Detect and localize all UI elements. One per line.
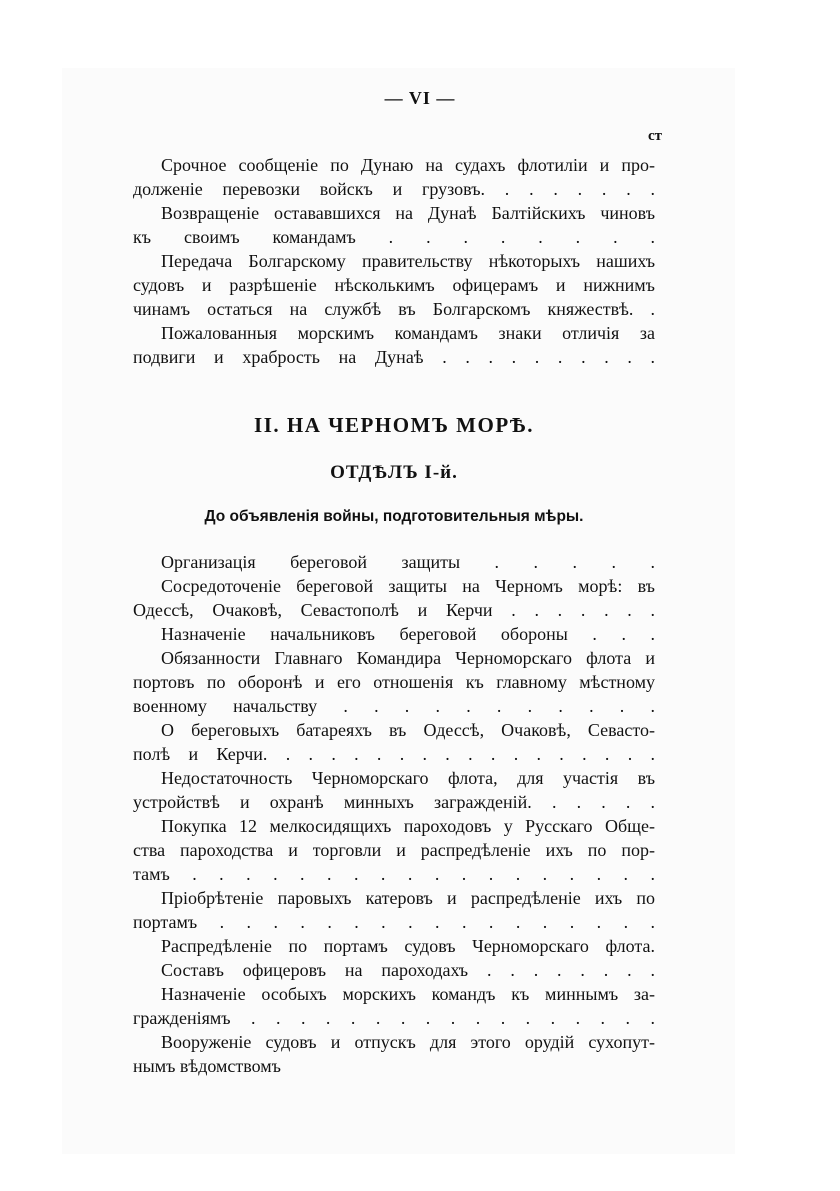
toc-line: долженiе перевозки войскъ и грузовъ. . . . . . . . xyxy=(133,179,655,199)
subheading: До объявленiя войны, подготовительныя мѣры. xyxy=(204,508,584,525)
toc-line: Сосредоточенiе береговой защиты на Черномъ морѣ: въ xyxy=(161,576,655,596)
toc-line: тамъ . . . . . . . . . . . . . . . . . . xyxy=(133,864,655,884)
toc-entry xyxy=(133,574,655,622)
toc-line: Назначенiе особыхъ морскихъ командъ къ миннымъ за- xyxy=(161,984,655,1004)
toc-line: Распредѣленiе по портамъ судовъ Черноморскаго флота. xyxy=(161,936,655,956)
toc-entry xyxy=(133,321,655,369)
toc-line: Одессѣ, Очаковѣ, Севастополѣ и Керчи . . . . . . . xyxy=(133,600,655,620)
toc-line: портовъ по оборонѣ и его отношенiя къ главному мѣстному xyxy=(133,672,655,692)
toc-entry xyxy=(133,886,655,934)
toc-entry xyxy=(133,814,655,886)
toc-line: Возвращенiе остававшихся на Дунаѣ Балтiйскихъ чиновъ xyxy=(161,203,655,223)
toc-content xyxy=(133,153,655,1078)
toc-line: портамъ . . . . . . . . . . . . . . . . . xyxy=(133,912,655,932)
toc-line: устройствѣ и охранѣ минныхъ загражденiй. . . . . . xyxy=(133,792,655,812)
section-title: II. НА ЧЕРНОМЪ МОРѢ. xyxy=(254,413,534,437)
page-number: — VI — xyxy=(384,88,456,108)
toc-entry xyxy=(133,249,655,321)
toc-line: Срочное сообщенiе по Дунаю на судахъ флотилiи и про- xyxy=(161,155,655,175)
toc-entry xyxy=(133,153,655,201)
toc-line: къ своимъ командамъ . . . . . . . . xyxy=(133,227,655,247)
toc-line: полѣ и Керчи. . . . . . . . . . . . . . . . . . xyxy=(133,744,655,764)
toc-line: Прiобрѣтенiе паровыхъ катеровъ и распредѣленiе ихъ по xyxy=(161,888,655,908)
toc-line: судовъ и разрѣшенiе нѣсколькимъ офицерамъ и нижнимъ xyxy=(133,275,655,295)
toc-line: Вооруженiе судовъ и отпускъ для этого орудiй сухопут- xyxy=(161,1032,655,1052)
black-sea-items xyxy=(133,550,655,1078)
toc-entry xyxy=(133,934,655,958)
toc-line: Передача Болгарскому правительству нѣкоторыхъ нашихъ xyxy=(161,251,655,271)
toc-line: Недостаточность Черноморскаго флота, для участiя въ xyxy=(161,768,655,788)
toc-entry xyxy=(133,550,655,574)
toc-line: О береговыхъ батареяхъ въ Одессѣ, Очаковѣ, Севасто- xyxy=(161,720,655,740)
danube-items xyxy=(133,153,655,369)
toc-line: нымъ вѣдомствомъ xyxy=(133,1056,281,1076)
chapter-title: ОТДѢЛЪ I-й. xyxy=(330,462,458,483)
toc-entry xyxy=(133,766,655,814)
toc-line: подвиги и храбрость на Дунаѣ . . . . . . . . . . xyxy=(133,347,655,367)
toc-entry xyxy=(133,201,655,249)
column-label: ст xyxy=(647,128,662,144)
toc-line: военному начальству . . . . . . . . . . . xyxy=(133,696,655,716)
toc-entry xyxy=(133,958,655,982)
toc-line: ства пароходства и торговли и распредѣленiе ихъ по пор- xyxy=(133,840,655,860)
toc-line: Назначенiе начальниковъ береговой обороны . . . xyxy=(161,624,655,644)
toc-line: Обязанности Главнаго Командира Черноморскаго флота и xyxy=(161,648,655,668)
toc-line: Организацiя береговой защиты . . . . . xyxy=(161,552,655,572)
toc-line: гражденiямъ . . . . . . . . . . . . . . . . . xyxy=(133,1008,655,1028)
toc-entry xyxy=(133,1030,655,1078)
toc-entry xyxy=(133,982,655,1030)
toc-line: Покупка 12 мелкосидящихъ пароходовъ у Русскаго Обще- xyxy=(161,816,655,836)
toc-line: Составъ офицеровъ на пароходахъ . . . . . . . . xyxy=(161,960,655,980)
toc-line: чинамъ остаться на службѣ въ Болгарскомъ княжествѣ. . xyxy=(133,299,655,319)
toc-entry xyxy=(133,646,655,718)
toc-entry xyxy=(133,622,655,646)
toc-line: Пожалованныя морскимъ командамъ знаки отличiя за xyxy=(161,323,655,343)
toc-entry xyxy=(133,718,655,766)
